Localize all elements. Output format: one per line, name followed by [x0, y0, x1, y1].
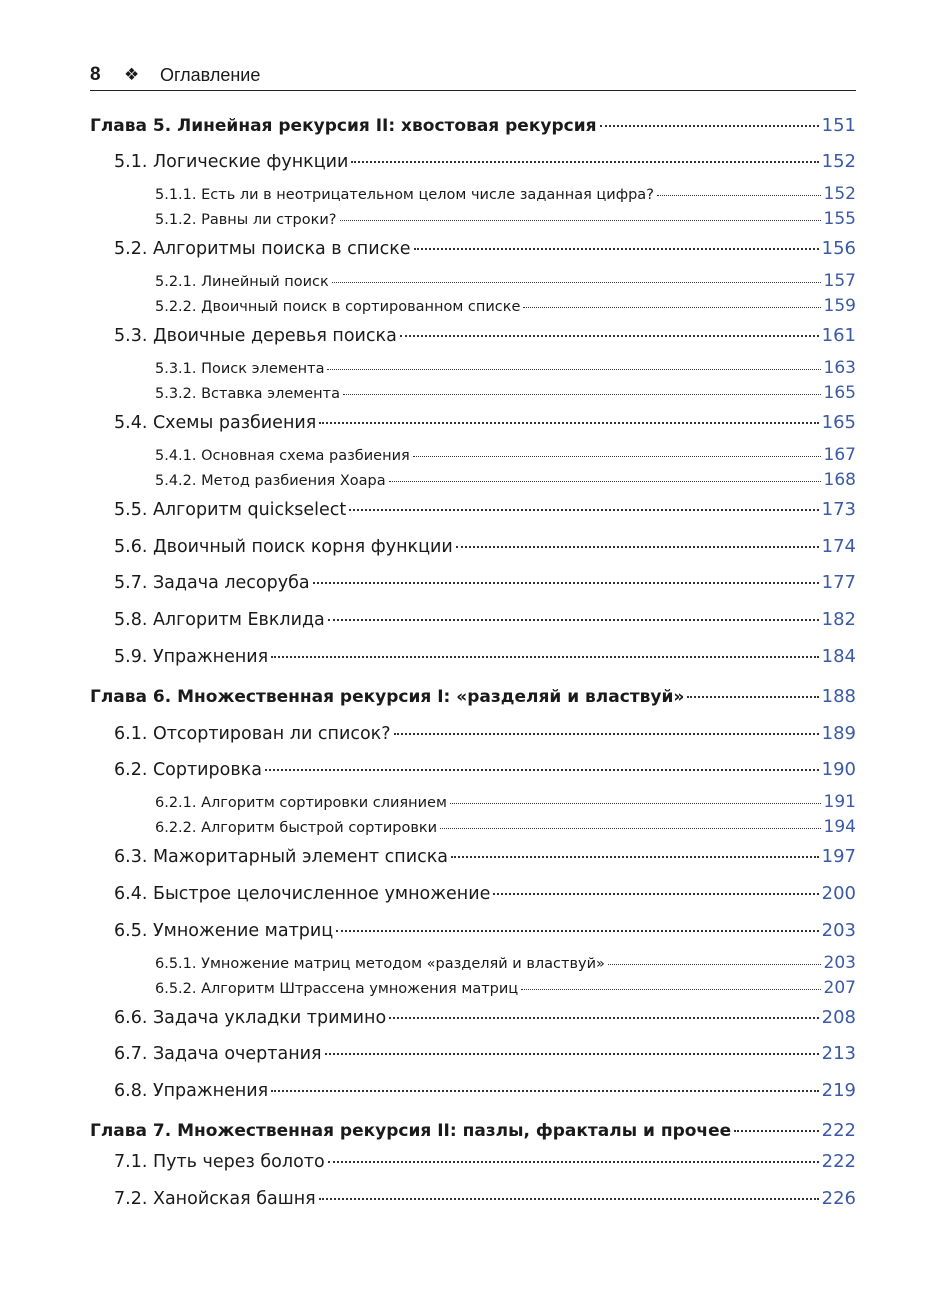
toc-page-link[interactable]: 157 — [823, 271, 856, 291]
leader-dots — [521, 989, 820, 990]
toc-page-link[interactable]: 152 — [821, 151, 856, 172]
toc-entry-title: 6.8. Упражнения — [114, 1081, 269, 1101]
leader-dots — [319, 1198, 819, 1200]
toc-entry-title: 6.1. Отсортирован ли список? — [114, 724, 391, 744]
toc-entry-title: 6.5. Умножение матриц — [114, 921, 334, 941]
leader-dots — [328, 619, 819, 621]
toc-subsection[interactable] — [155, 383, 856, 403]
leader-dots — [394, 733, 819, 735]
toc-entry-title: 6.6. Задача укладки тримино — [114, 1008, 387, 1028]
leader-dots — [493, 893, 818, 895]
toc-page-link[interactable]: 191 — [823, 792, 856, 812]
toc-page-link[interactable]: 155 — [823, 209, 856, 229]
leader-dots — [325, 1053, 819, 1055]
toc-entry-title: 5.2.2. Двоичный поиск в сортированном списке — [155, 299, 521, 315]
leader-dots — [328, 1161, 819, 1163]
leader-dots — [687, 696, 818, 698]
toc-entry-title: Глава 5. Линейная рекурсия II: хвостовая рекурсия — [90, 116, 597, 136]
toc-page-link[interactable]: 174 — [821, 536, 856, 557]
toc-page-link[interactable]: 222 — [821, 1120, 856, 1141]
leader-dots — [332, 282, 821, 283]
toc-entry-title: 7.2. Ханойская башня — [114, 1189, 316, 1209]
toc-page-link[interactable]: 161 — [821, 325, 856, 346]
toc-subsection[interactable] — [155, 271, 856, 291]
toc-chapter[interactable] — [90, 1120, 856, 1144]
toc-entry-title: 6.5.1. Умножение матриц методом «разделяй и властвуй» — [155, 956, 605, 972]
toc-section[interactable] — [114, 920, 856, 944]
toc-entry-title: 5.7. Задача лесоруба — [114, 573, 310, 593]
toc-page-link[interactable]: 167 — [823, 445, 856, 465]
toc-page-link[interactable]: 188 — [821, 686, 856, 707]
toc-entry-title: 6.5.2. Алгоритм Штрассена умножения матриц — [155, 981, 519, 997]
toc-entry-title: 5.8. Алгоритм Евклида — [114, 610, 325, 630]
running-title: Оглавление — [160, 65, 261, 85]
toc-entry-title: 5.9. Упражнения — [114, 647, 269, 667]
toc-entry-title: 5.2. Алгоритмы поиска в списке — [114, 239, 411, 259]
toc-page-link[interactable]: 190 — [821, 759, 856, 780]
toc-chapter[interactable] — [90, 115, 856, 139]
leader-dots — [343, 394, 821, 395]
toc-section[interactable] — [114, 759, 856, 783]
leader-dots — [389, 481, 821, 482]
leader-dots — [413, 456, 821, 457]
toc-section[interactable] — [114, 846, 856, 870]
toc-section[interactable] — [114, 325, 856, 349]
toc-page-link[interactable]: 152 — [823, 184, 856, 204]
leader-dots — [389, 1017, 818, 1019]
leader-dots — [336, 930, 818, 932]
toc-entry-title: 5.4.1. Основная схема разбиения — [155, 448, 410, 464]
toc-page-link[interactable]: 165 — [821, 412, 856, 433]
toc-entry-title: Глава 7. Множественная рекурсия II: пазлы, фракталы и прочее — [90, 1121, 732, 1141]
toc-entry-title: 5.3.1. Поиск элемента — [155, 361, 325, 377]
toc-subsection[interactable] — [155, 792, 856, 812]
toc-subsection[interactable] — [155, 296, 856, 316]
toc-page-link[interactable]: 203 — [823, 953, 856, 973]
leader-dots — [265, 769, 819, 771]
toc-section[interactable] — [114, 723, 856, 747]
toc-section[interactable] — [114, 1080, 856, 1104]
toc-entry-title: 6.2.2. Алгоритм быстрой сортировки — [155, 820, 438, 836]
toc-page-link[interactable]: 159 — [823, 296, 856, 316]
toc-entry-title: 5.5. Алгоритм quickselect — [114, 500, 347, 520]
leader-dots — [400, 335, 819, 337]
leader-dots — [414, 248, 819, 250]
toc-page-link[interactable]: 173 — [821, 499, 856, 520]
toc-subsection[interactable] — [155, 358, 856, 378]
toc-page-link[interactable]: 163 — [823, 358, 856, 378]
toc-section[interactable] — [114, 1188, 856, 1212]
leader-dots — [319, 422, 818, 424]
toc-page-link[interactable]: 194 — [823, 817, 856, 837]
toc-section[interactable] — [114, 499, 856, 523]
toc-entry-title: 5.2.1. Линейный поиск — [155, 274, 329, 290]
toc-page-link[interactable]: 151 — [821, 115, 856, 136]
toc-entry-title: 6.7. Задача очертания — [114, 1044, 322, 1064]
page-number: 8 — [90, 64, 101, 85]
toc-section[interactable] — [114, 238, 856, 262]
toc-entry-title: 5.6. Двоичный поиск корня функции — [114, 537, 453, 557]
leader-dots — [608, 964, 821, 965]
toc-section[interactable] — [114, 572, 856, 596]
toc-section[interactable] — [114, 1043, 856, 1067]
toc-entry-title: 6.3. Мажоритарный элемент списка — [114, 847, 449, 867]
leader-dots — [340, 220, 821, 221]
toc-entry-title: 6.4. Быстрое целочисленное умножение — [114, 884, 491, 904]
toc-section[interactable] — [114, 1007, 856, 1031]
toc-page-link[interactable]: 165 — [823, 383, 856, 403]
toc-entry-title: 6.2.1. Алгоритм сортировки слиянием — [155, 795, 447, 811]
toc-page-link[interactable]: 200 — [821, 883, 856, 904]
toc-entry-title: 5.3. Двоичные деревья поиска — [114, 326, 397, 346]
toc-page-link[interactable]: 184 — [821, 646, 856, 667]
toc-entry-title: 5.1.1. Есть ли в неотрицательном целом числе заданная цифра? — [155, 187, 654, 203]
toc-section[interactable] — [114, 646, 856, 670]
leader-dots — [734, 1130, 818, 1132]
toc-entry-title: 5.4. Схемы разбиения — [114, 413, 317, 433]
leader-dots — [271, 656, 818, 658]
toc-page-link[interactable]: 177 — [821, 572, 856, 593]
toc-entry-title: Глава 6. Множественная рекурсия I: «разделяй и властвуй» — [90, 687, 685, 707]
toc-entry-title: 5.3.2. Вставка элемента — [155, 386, 340, 402]
toc-chapter[interactable] — [90, 686, 856, 710]
toc-page-link[interactable]: 213 — [821, 1043, 856, 1064]
toc-section[interactable] — [114, 883, 856, 907]
toc-page-link[interactable]: 226 — [821, 1188, 856, 1209]
toc-section[interactable] — [114, 609, 856, 633]
leader-dots — [657, 195, 821, 196]
leader-dots — [523, 307, 820, 308]
toc-page-link[interactable]: 189 — [821, 723, 856, 744]
toc-entry-title: 5.1. Логические функции — [114, 152, 349, 172]
toc-page-link[interactable]: 156 — [821, 238, 856, 259]
toc-entry-title: 5.4.2. Метод разбиения Хоара — [155, 473, 386, 489]
toc-subsection[interactable] — [155, 209, 856, 229]
toc-entry-title: 6.2. Сортировка — [114, 760, 262, 780]
leader-dots — [349, 509, 818, 511]
toc-subsection[interactable] — [155, 817, 856, 837]
ornament-icon: ❖ — [124, 65, 140, 85]
toc-page-link[interactable]: 219 — [821, 1080, 856, 1101]
toc-page-link[interactable]: 197 — [821, 846, 856, 867]
leader-dots — [456, 546, 819, 548]
leader-dots — [271, 1090, 818, 1092]
toc-subsection[interactable] — [155, 953, 856, 973]
toc-section[interactable] — [114, 151, 856, 175]
leader-dots — [351, 161, 818, 163]
toc-page-link[interactable]: 208 — [821, 1007, 856, 1028]
toc-page-link[interactable]: 222 — [821, 1151, 856, 1172]
toc-page-link[interactable]: 168 — [823, 470, 856, 490]
toc-entry-title: 5.1.2. Равны ли строки? — [155, 212, 337, 228]
toc-subsection[interactable] — [155, 445, 856, 465]
leader-dots — [440, 828, 820, 829]
toc-page-link[interactable]: 203 — [821, 920, 856, 941]
leader-dots — [451, 856, 819, 858]
leader-dots — [600, 125, 819, 127]
toc-subsection[interactable] — [155, 470, 856, 490]
toc-subsection[interactable] — [155, 184, 856, 204]
toc-page-link[interactable]: 207 — [823, 978, 856, 998]
toc-entry-title: 7.1. Путь через болото — [114, 1152, 325, 1172]
toc-section[interactable] — [114, 1151, 856, 1175]
toc-section[interactable] — [114, 412, 856, 436]
toc-subsection[interactable] — [155, 978, 856, 998]
leader-dots — [327, 369, 820, 370]
leader-dots — [450, 803, 821, 804]
leader-dots — [313, 582, 819, 584]
toc-section[interactable] — [114, 536, 856, 560]
toc-page-link[interactable]: 182 — [821, 609, 856, 630]
